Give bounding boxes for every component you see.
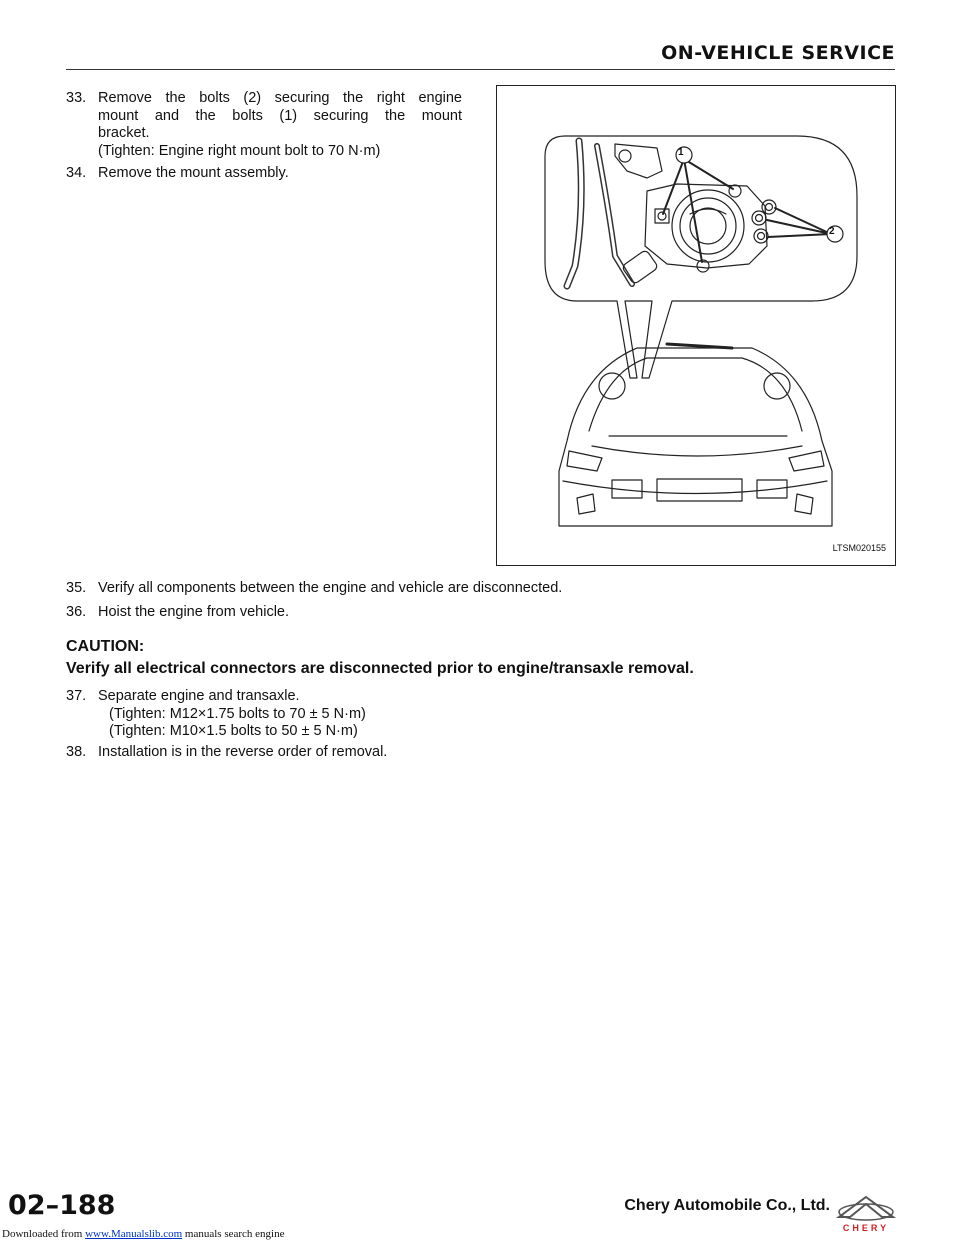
caution-heading: CAUTION: xyxy=(66,638,145,655)
step-number: 36. xyxy=(66,604,87,620)
page-header-title: ON-VEHICLE SERVICE xyxy=(661,42,895,64)
step-line: bracket. xyxy=(98,125,150,141)
page-number: 02–188 xyxy=(8,1190,116,1221)
step-number: 33. xyxy=(66,90,87,106)
step-number: 34. xyxy=(66,165,87,181)
car-engine-diagram xyxy=(497,86,895,565)
step-text: Hoist the engine from vehicle. xyxy=(98,604,290,620)
figure-id: LTSM020155 xyxy=(832,543,886,553)
car-outline xyxy=(559,348,832,526)
step-text: Installation is in the reverse order of removal. xyxy=(98,744,388,760)
manualslib-link[interactable]: www.Manualslib.com xyxy=(85,1228,183,1240)
step-text: Verify all components between the engine and vehicle are disconnected. xyxy=(98,580,563,596)
company-name: Chery Automobile Co., Ltd. xyxy=(624,1197,830,1214)
step-34 xyxy=(66,165,289,183)
callout-1-label: 1 xyxy=(678,147,684,158)
step-36 xyxy=(66,604,290,622)
step-text: Remove the bolts (2) securing the right engine xyxy=(98,90,462,106)
step-line xyxy=(66,90,462,108)
step-35 xyxy=(66,580,563,598)
step-text: Separate engine and transaxle. xyxy=(98,688,300,704)
step-subline: (Tighten: M10×1.5 bolts to 50 ± 5 N·m) xyxy=(109,723,358,739)
step-number: 38. xyxy=(66,744,87,760)
step-line xyxy=(98,108,462,126)
logo-text: CHERY xyxy=(842,1223,890,1233)
step-line: (Tighten: Engine right mount bolt to 70 N·m) xyxy=(98,142,381,159)
callout-2-label: 2 xyxy=(829,226,835,237)
header-rule xyxy=(66,69,895,70)
chery-logo xyxy=(835,1195,897,1233)
step-text: mount and the bolts (1) securing the mount xyxy=(98,107,462,124)
step-number: 35. xyxy=(66,580,87,596)
step-subline: (Tighten: M12×1.75 bolts to 70 ± 5 N·m) xyxy=(109,705,366,722)
caution-text: Verify all electrical connectors are disconnected prior to engine/transaxle removal. xyxy=(66,660,694,677)
step-text: Remove the mount assembly. xyxy=(98,165,289,181)
step-number: 37. xyxy=(66,688,87,704)
step-33 xyxy=(66,90,462,160)
download-suffix: manuals search engine xyxy=(184,1228,285,1240)
engine-mount-illustration xyxy=(496,85,896,566)
download-prefix: Downloaded from xyxy=(2,1228,83,1240)
step-37 xyxy=(66,688,366,741)
download-notice xyxy=(2,1228,284,1240)
chery-logo-icon xyxy=(835,1195,897,1233)
step-38 xyxy=(66,744,388,762)
